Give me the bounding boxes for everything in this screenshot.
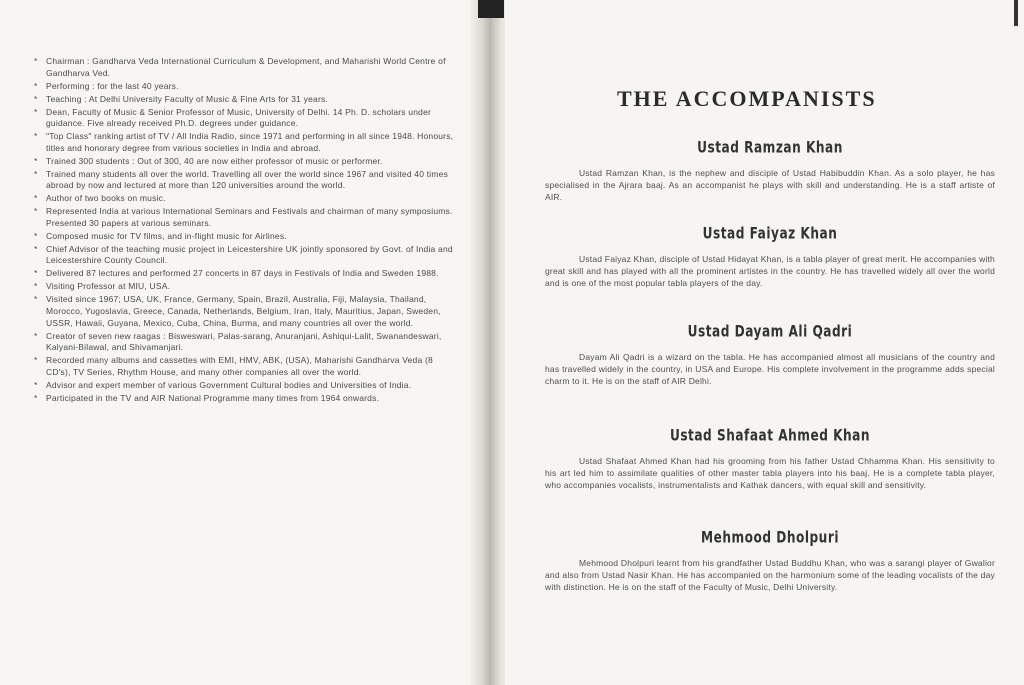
accompanist-section (545, 140, 995, 203)
page-title: THE ACCOMPANISTS (617, 86, 877, 111)
list-item: * Advisor and expert member of various Government Cultural bodies and Universities of India. (34, 379, 412, 390)
bullet-icon: * (34, 155, 38, 166)
list-item: * Trained 300 students : Out of 300, 40 are now either professor of music or performer. (34, 155, 383, 166)
list-item: * Dean, Faculty of Music & Senior Professor of Music, University of Delhi. 14 Ph. D. scholars under guidance. Five already received Ph.D. degrees under guidance. (34, 106, 432, 129)
bullet-icon: * (34, 80, 38, 91)
list-item: * Performing : for the last 40 years. (34, 80, 179, 91)
bullet-icon: * (34, 230, 38, 241)
bullet-icon: * (34, 294, 38, 305)
bullet-icon: * (34, 193, 38, 204)
accompanist-name: Ustad Dayam Ali Qadri (687, 322, 853, 342)
list-item: * Participated in the TV and AIR National Programme many times from 1964 onwards. (34, 392, 380, 403)
accompanist-section (545, 428, 995, 491)
bullet-icon: * (34, 379, 38, 390)
bullet-icon: * (34, 392, 38, 403)
bullet-icon: * (34, 131, 38, 142)
bullet-icon: * (34, 93, 38, 104)
right-page (505, 0, 1024, 685)
list-item: * Represented India at various International Seminars and Festivals and chairman of many symposiums. Presented 30 papers at various seminars. (34, 206, 453, 228)
bullet-icon: * (34, 355, 38, 366)
accompanist-description: Ustad Faiyaz Khan, disciple of Ustad Hidayat Khan, is a tabla player of great merit. He accompanies with great skill and has played with all the prominent artistes in the country. He has travelled widely all over the world and is one of the most popular tabla players of the day. (545, 254, 995, 288)
list-item: * Trained many students all over the world. Travelling all over the world since 1967 and visited 40 times abroad by now and lectured at more than 120 universities around the world. (34, 168, 449, 191)
bullet-icon: * (34, 281, 38, 292)
list-item: * Visiting Professor at MIU, USA. (34, 281, 171, 292)
bullet-icon: * (34, 106, 38, 117)
accompanist-name: Ustad Faiyaz Khan (702, 224, 838, 244)
list-item: * Recorded many albums and cassettes with EMI, HMV, ABK, (USA), Maharishi Gandharva Veda (8 CD's), TV Series, Rhythm House, and many other companies all over the world. (34, 355, 433, 377)
accompanist-description: Ustad Shafaat Ahmed Khan had his grooming from his father Ustad Chhamma Khan. His sensitivity to his art led him to assimilate qualities of other master tabla players into his baaj. He is a complete tabla player, who accompanies vocalists, instrumentalists and Kathak dancers, with equal skill and sensitivity. (545, 456, 995, 490)
list-item: * Chief Advisor of the teaching music project in Leicestershire UK jointly sponsored by Govt. of India and Leicestershire County Council. (34, 243, 453, 266)
list-item: * Creator of seven new raagas : Bisweswari, Palas-sarang, Anuranjani, Ashiqui-Lalit, Swanandeswari, Kalyani-Bilawal, and Shivamanjari. (34, 330, 442, 353)
accompanist-section (545, 530, 995, 593)
list-item: * Author of two books on music. (34, 193, 166, 204)
biography-list (34, 56, 454, 406)
accompanist-section (545, 226, 995, 289)
list-item: * Delivered 87 lectures and performed 27 concerts in 87 days in Festivals of India and Sweden 1988. (34, 268, 439, 279)
accompanist-name: Ustad Ramzan Khan (697, 138, 843, 158)
bullet-icon: * (34, 56, 38, 66)
accompanist-description: Dayam Ali Qadri is a wizard on the tabla. He has accompanied almost all musicians of the country and has travelled widely in the country, in USA and Europe. His complete involvement in the programme adds special charm to it. He is on the staff of AIR Delhi. (545, 352, 995, 386)
list-item: * "Top Class" ranking artist of TV / All India Radio, since 1971 and performing in all since 1948. Honours, titles and honorary degree from various societies in India and abroad. (34, 131, 454, 153)
bullet-icon: * (34, 268, 38, 279)
accompanist-section (545, 324, 995, 387)
accompanist-name: Ustad Shafaat Ahmed Khan (669, 426, 871, 446)
spine-shadow (478, 0, 504, 18)
left-page (0, 0, 480, 685)
bullet-icon: * (34, 330, 38, 341)
bullet-icon: * (34, 206, 38, 217)
list-item: * Composed music for TV films, and in-flight music for Airlines. (34, 230, 287, 241)
accompanist-name: Mehmood Dholpuri (701, 528, 839, 548)
accompanist-description: Ustad Ramzan Khan, is the nephew and disciple of Ustad Habibuddin Khan. As a solo player, he has specialised in the Ajrara baaj. As an accompanist he plays with skill and understanding. He is a staff artiste of AIR. (545, 168, 995, 202)
page-edge-mark (1014, 0, 1018, 26)
bullet-icon: * (34, 243, 38, 254)
accompanist-description: Mehmood Dholpuri learnt from his grandfather Ustad Buddhu Khan, who was a sarangi player of Gwalior and also from Ustad Nasir Khan. He has accompanied on the harmonium some of the leading vocalists of the day with distinction. He is on the staff of the Faculty of Music, Delhi University. (545, 558, 995, 592)
list-item: * Teaching : At Delhi University Faculty of Music & Fine Arts for 31 years. (34, 93, 328, 104)
list-item: * Visited since 1967; USA, UK, France, Germany, Spain, Brazil, Australia, Fiji, Malaysia, Thailand, Morocco, Yugoslavia, Greece, Canada, Netherlands, Belgium, Iran, Italy, Mauritius, Japan, Sweden, USSR, Hawaii, Guyana, Mexico, Cuba, China, Burma, and many countries all over the world. (34, 294, 441, 328)
bullet-icon: * (34, 168, 38, 179)
list-item: * Chairman : Gandharva Veda International Curriculum & Development, and Maharishi World Centre of Gandharva Ved. (34, 56, 446, 78)
